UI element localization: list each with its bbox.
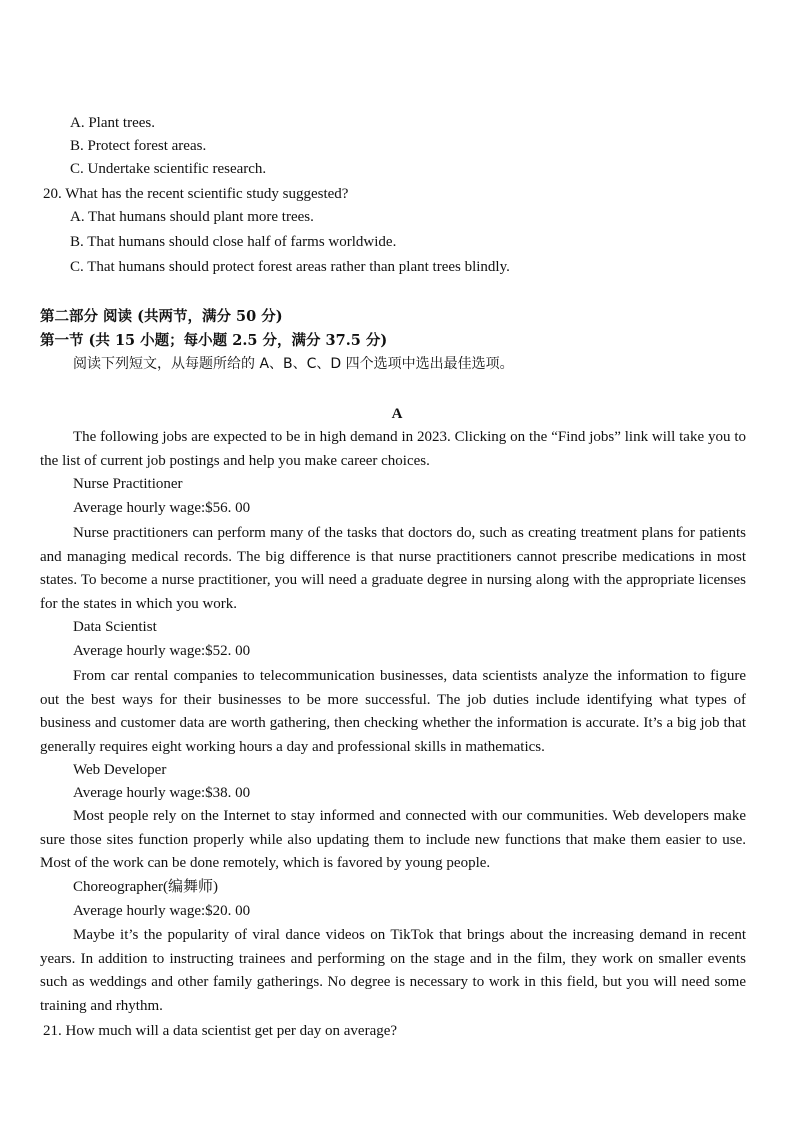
- part2-heading: 第二部分 阅读 (共两节，满分 50 分): [40, 308, 283, 325]
- job-desc-web-developer: Most people rely on the Internet to stay informed and connected with our communities. Web developers make sure those sites function properly while also updating them to include new functions that make them easier to use. Most of the work can be done remotely, which is favored by young people.: [40, 808, 746, 871]
- job-desc-choreographer: Maybe it’s the popularity of viral dance videos on TikTok that brings about the increasing demand in recent years. In addition to instructing trainees and performing on the stage and in the film, they work on smaller events such as weddings and other family gatherings. No degree is necessary to work in this field, but you will need some training and rhythm.: [40, 927, 746, 1014]
- job-desc-nurse: Nurse practitioners can perform many of the tasks that doctors do, such as creating treatment plans for patients and managing medical records. The big difference is that nurse practitioners cannot prescribe medications in most states. To become a nurse practitioner, you will need a graduate degree in nursing along with the appropriate licenses for the states in which you work.: [40, 525, 746, 612]
- q19-option-b: B. Protect forest areas.: [70, 138, 207, 154]
- job-title-data-scientist: Data Scientist: [73, 619, 157, 635]
- q20-stem: 20. What has the recent scientific study suggested?: [43, 186, 349, 202]
- job-desc-data-scientist: From car rental companies to telecommunication businesses, data scientists analyze the information to figure out the best ways for their businesses to be more successful. The job duties include identifying what types of business and customer data are worth gathering, then checking whether the information is accurate. It’s a big job that generally requires eight working hours a day and professional skills in mathematics.: [40, 668, 746, 755]
- q21-stem: 21. How much will a data scientist get per day on average?: [43, 1023, 398, 1039]
- job-wage-choreographer: Average hourly wage:$20. 00: [73, 903, 251, 919]
- q20-option-a: A. That humans should plant more trees.: [70, 209, 314, 225]
- q20-option-c: C. That humans should protect forest areas rather than plant trees blindly.: [70, 259, 510, 275]
- q19-option-a: A. Plant trees.: [70, 115, 155, 131]
- job-title-web-developer: Web Developer: [73, 762, 167, 778]
- job-wage-web-developer: Average hourly wage:$38. 00: [73, 785, 251, 801]
- job-wage-data-scientist: Average hourly wage:$52. 00: [73, 643, 251, 659]
- passage-letter: A: [391, 406, 403, 422]
- job-title-nurse: Nurse Practitioner: [73, 476, 183, 492]
- q20-option-b: B. That humans should close half of farms worldwide.: [70, 234, 397, 250]
- passage-intro: The following jobs are expected to be in high demand in 2023. Clicking on the “Find jobs” link will take you to the list of current job postings and help you make career choices.: [40, 429, 746, 469]
- instructions: 阅读下列短文，从每题所给的 A、B、C、D 四个选项中选出最佳选项。: [73, 356, 514, 372]
- q19-option-c: C. Undertake scientific research.: [70, 161, 267, 177]
- job-wage-nurse: Average hourly wage:$56. 00: [73, 500, 251, 516]
- section1-heading: 第一节 (共 15 小题；每小题 2.5 分，满分 37.5 分): [40, 332, 388, 349]
- job-title-choreographer: Choreographer(编舞师): [73, 879, 218, 895]
